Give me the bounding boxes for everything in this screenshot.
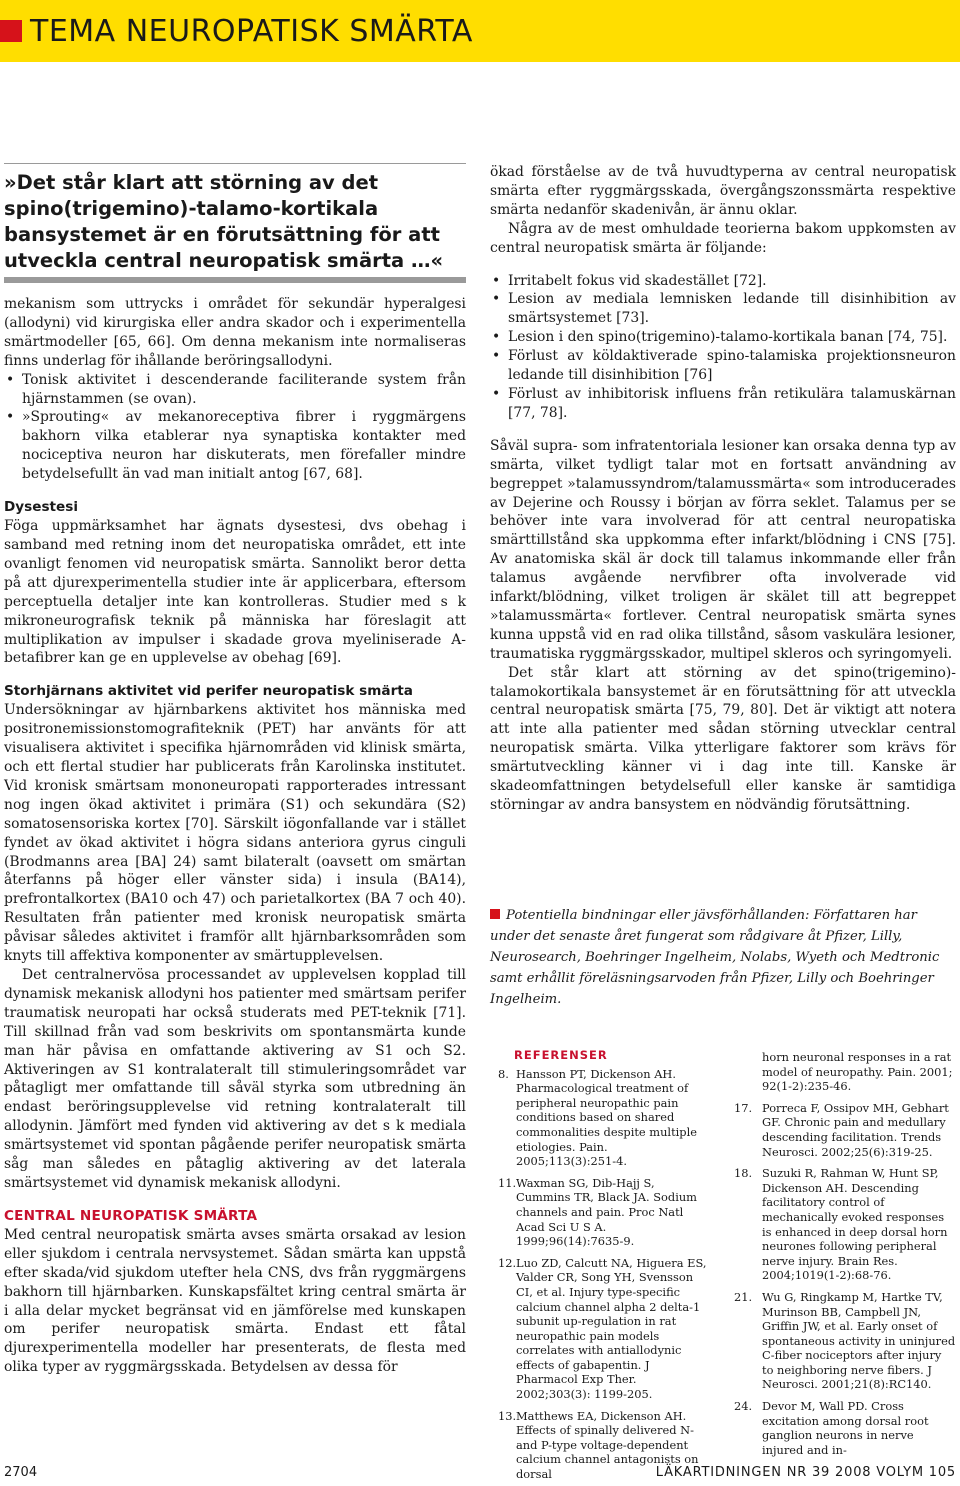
reference-number: 11. xyxy=(498,1175,517,1190)
reference-text: Luo ZD, Calcutt NA, Higuera ES, Valder CR, Song YH, Svensson CI, et al. Injury type-specific calcium channel alpha 2 delta-1 subunit up-regulation in rat neuropathic pain models correlates with antiallodynic effects of gabapentin. J Pharmacol Exp Ther. 2002;303(3): 1199-205. xyxy=(516,1255,707,1402)
reference-item xyxy=(734,1166,956,1283)
header-band xyxy=(0,0,960,62)
references-left xyxy=(498,1048,710,1486)
reference-number: 17. xyxy=(734,1100,753,1115)
reference-item xyxy=(498,1176,710,1249)
central-heading: CENTRAL NEUROPATISK SMÄRTA xyxy=(4,1207,258,1224)
reference-text: Suzuki R, Rahman W, Hunt SP, Dickenson AH. Descending facilitatory control of mechanically evoked responses is enhanced in deep dorsal horn neurones following peripheral nerve injury. Brain Res. 2004;1019(1-2):68-76. xyxy=(762,1166,948,1283)
reference-item xyxy=(734,1101,956,1159)
pullquote: »Det står klart att störning av det spino(trigemino)-talamo-kortikala bansystemet är en förutsättning för att utveckla central neuropatisk smärta …« xyxy=(4,171,444,272)
conflict-text: Potentiella bindningar eller jävsförhållanden: Författaren har under det senaste året fungerat som rådgivare åt Pfizer, Lilly, Neurosearch, Boehringer Ingelheim, Nolabs, Wyeth och Medtronic samt erhållit föreläsningsarvoden från Pfizer, Lilly och Boehringer Ingelheim. xyxy=(490,908,940,1007)
mechanism-list xyxy=(4,371,466,484)
reference-item xyxy=(734,1290,956,1392)
reference-number: 18. xyxy=(734,1166,753,1181)
reference-text: Devor M, Wall PD. Cross excitation among dorsal root ganglion neurons in nerve injured and in- xyxy=(762,1399,929,1457)
reference-number: 8. xyxy=(498,1066,509,1081)
list-item: • Förlust av inhibitorisk influens från retikulära talamuskärnan [77, 78]. xyxy=(490,385,956,423)
right-paragraph-1: ökad förståelse av de två huvudtyperna av central neuropatisk smärta efter ryggmärgsskada, övergångszonssmärta respektive smärta nedanför skadenivån, är ännu oklar. xyxy=(490,164,956,218)
central-paragraph: Med central neuropatisk smärta avses smärta orsakad av lesion eller sjukdom i centrala nervsystemet. Sådan smärta kan uppstå efter skada/vid sjukdom utefter hela CNS, dvs från ryggmärgens bakhorn till hjärnbarken. Kunskapsfältet kring central smärta är i alla delar mycket begränsat vid en jämförelse med kunskapen om perifer neuropatisk smärta. Endast ett fåtal djurexperimentella modeller har presenterats, de flesta med olika typer av ryggmärgsskada. Betydelsen av dessa för xyxy=(4,1226,466,1376)
reference-text: Wu G, Ringkamp M, Hartke TV, Murinson BB, Campbell JN, Griffin JW, et al. Early onset of spontaneous activity in uninjured C-fiber nociceptors after injury to neighboring nerve fibers. J Neurosci. 2001;21(8):RC140. xyxy=(762,1289,956,1392)
reference-number: 21. xyxy=(734,1289,753,1304)
list-item: • Förlust av köldaktiverade spino-talamiska projektionsneuron ledande till disinhibition [76] xyxy=(490,347,956,385)
references-heading: REFERENSER xyxy=(514,1048,608,1062)
right-paragraph-4: Det står klart att störning av det spino(trigemino)-talamokortikala bansystemet är en förutsättning för att utveckla central neuropatisk smärta [75, 79, 80]. Det är viktigt att notera att inte alla patienter med sådan störning utvecklar central neuropatisk smärta. Vilka ytterligare faktorer som krävs för smärtutveckling känner vi i dag inte till. Kanske är skadeomfattningen betydelsefull eller kanske är samtidiga störningar av andra bansystem en nödvändig förutsättning. xyxy=(490,664,956,813)
right-column xyxy=(490,163,956,815)
reference-item xyxy=(498,1067,710,1169)
reference-text: Porreca F, Ossipov MH, Gebhart GF. Chronic pain and medullary descending facilitation. Trends Neurosci. 2002;25(6):319-25. xyxy=(762,1100,949,1159)
list-item: • Irritabelt fokus vid skadestället [72]. xyxy=(490,272,956,291)
pullquote-rule-bottom xyxy=(4,277,466,283)
right-paragraph-3: Såväl supra- som infratentoriala lesioner kan orsaka denna typ av smärta, vilket tydligt talar mot en fortsatt användning av begreppet »talamussyndrom/talamussmärta« som introducerades av Dejerine och Roussy i början av förra seklet. Talamus per se behöver inte vara involverad för att central neuropatiska smärttillstånd ska uppkomma efter infarkt/blödning i CNS [75]. Av anatomiska skäl är dock till talamus inkommande eller från talamus avgående nervfibrer ofta involverade vid infarkt/blödning, vilket troligen är skälet till att begreppet »talamussmärta« fortlever. Central neuropatisk smärta synes kunna uppstå vid en rad olika tillstånd, såsom vaskulära lesioner, traumatiska ryggmärgsskador, multipel skleros och syringomyeli. xyxy=(490,437,956,662)
reference-number: 13. xyxy=(498,1408,517,1423)
dysestesi-paragraph: Föga uppmärksamhet har ägnats dysestesi, dvs obehag i samband med retning inom det neuropatiska området, ett inte ovanligt fenomen vid neuropatisk smärta. Sannolikt beror detta på att djurexperimentella studier inte är applicerbara, eftersom perceptuella detaljer inte kan kontrolleras. Studier med s k mikroneurografisk teknik på människa har föreslagit att multiplikation av impulser i skadade grova myeliniserade A-betafibrer kan ge en upplevelse av obehag [69]. xyxy=(4,518,466,667)
reference-item xyxy=(498,1256,710,1402)
list-item: • »Sprouting« av mekanoreceptiva fibrer i ryggmärgens bakhorn vilka etablerar nya synaptiska kontakter med nociceptiva neuron har diskuterats, men förefaller mindre betydelsefullt än vad man initialt antog [67, 68]. xyxy=(4,408,466,484)
left-column xyxy=(4,295,466,1377)
storhjarna-heading: Storhjärnans aktivitet vid perifer neuropatisk smärta xyxy=(4,683,413,700)
reference-number: 12. xyxy=(498,1255,517,1270)
reference-text: Waxman SG, Dib-Hajj S, Cummins TR, Black JA. Sodium channels and pain. Proc Natl Acad Sci U S A. 1999;96(14):7635-9. xyxy=(516,1175,697,1249)
header-red-square xyxy=(0,20,22,42)
list-item: • Lesion i den spino(trigemino)-talamo-kortikala banan [74, 75]. xyxy=(490,328,956,347)
list-item: • Lesion av mediala lemnisken ledande till disinhibition av smärtsystemet [73]. xyxy=(490,290,956,328)
dysestesi-heading: Dysestesi xyxy=(4,499,79,516)
conflict-of-interest xyxy=(490,905,956,1010)
reference-continuation: horn neuronal responses in a rat model of neuropathy. Pain. 2001; 92(1-2):235-46. xyxy=(762,1050,953,1094)
page-number: 2704 xyxy=(4,1465,38,1480)
reference-text: Hansson PT, Dickenson AH. Pharmacological treatment of peripheral neuropathic pain conditions based on shared commonalities despite multiple etiologies. Pain. 2005;113(3):251-4. xyxy=(516,1066,697,1169)
storhjarna-paragraph-1: Undersökningar av hjärnbarkens aktivitet hos människa med positronemissionstomografiteknik (PET) har använts för att visualisera aktivitet i specifika hjärnområden vid klinisk smärta, och ett flertal studier har publicerats från Karolinska institutet. Vid kronisk smärtsam mononeuropati rapporterades intressant nog ingen ökad aktivitet i primära (S1) och sekundära (S2) somatosensoriska kortex [70]. Särskilt iögonfallande var i stället fyndet av ökad aktivitet i högra sidans anteriora gyrus cinguli (Brodmanns area [BA] 24) samt bilateralt (oavsett om smärtan återfanns på höger eller vänster sida) i insula (BA14), prefrontalkortex (BA10 och 47) och parietalkortex (BA 7 och 40). Resultaten från patienter med kronisk neuropatisk smärta påvisar således aktivitet i framför allt hjärnbarksområden som knyts till affektiva komponenter av smärtupplevelsen. xyxy=(4,702,466,965)
reference-text: Matthews EA, Dickenson AH. Effects of spinally delivered N- and P-type voltage-dependent calcium channel antagonists on dorsal xyxy=(516,1408,699,1482)
storhjarna-paragraph-2: Det centralnervösa processandet av upplevelsen kopplad till dynamisk mekanisk allodyni hos patienter med smärtsam perifer traumatisk neuropati har också studerats med PET-teknik [71]. Till skillnad från vad som beskrivits om spontansmärta kunde man här påvisa en omfattande aktivering av S1 och S2. Aktiveringen av S1 kontralateralt till stimuleringsområdet var påtagligt mer omfattande till såväl styrka som utbredning än endast beröringsupplevelse vid retning kontralateralt till allodynin. Jämfört med fynden vid aktivering av det s k mediala smärtsystemet vid spontan pågående perifer neuropatisk smärta såg man således en påtaglig aktivering av det laterala smärtsystemet vid dynamisk mekanisk allodyni. xyxy=(4,967,466,1191)
pullquote-rule-top xyxy=(4,163,466,164)
references-right xyxy=(734,1050,956,1464)
conflict-red-square xyxy=(490,909,500,919)
reference-number: 24. xyxy=(734,1399,753,1414)
intro-paragraph: mekanism som uttrycks i området för sekundär hyperalgesi (allodyni) vid kirurgiska eller andra skador och i experimentella smärtmodeller [65, 66]. Om denna mekanism inte normaliseras finns underlag för ihållande beröringsallodyni. xyxy=(4,296,466,369)
right-paragraph-2: Några av de mest omhuldade teorierna bakom uppkomsten av central neuropatisk smärta är följande: xyxy=(490,220,956,256)
theory-list xyxy=(490,272,956,423)
section-title: TEMA NEUROPATISK SMÄRTA xyxy=(30,14,473,49)
list-item: • Tonisk aktivitet i descenderande faciliterande system från hjärnstammen (se ovan). xyxy=(4,371,466,409)
journal-footer: LÄKARTIDNINGEN NR 39 2008 VOLYM 105 xyxy=(655,1465,956,1480)
reference-item xyxy=(734,1399,956,1457)
